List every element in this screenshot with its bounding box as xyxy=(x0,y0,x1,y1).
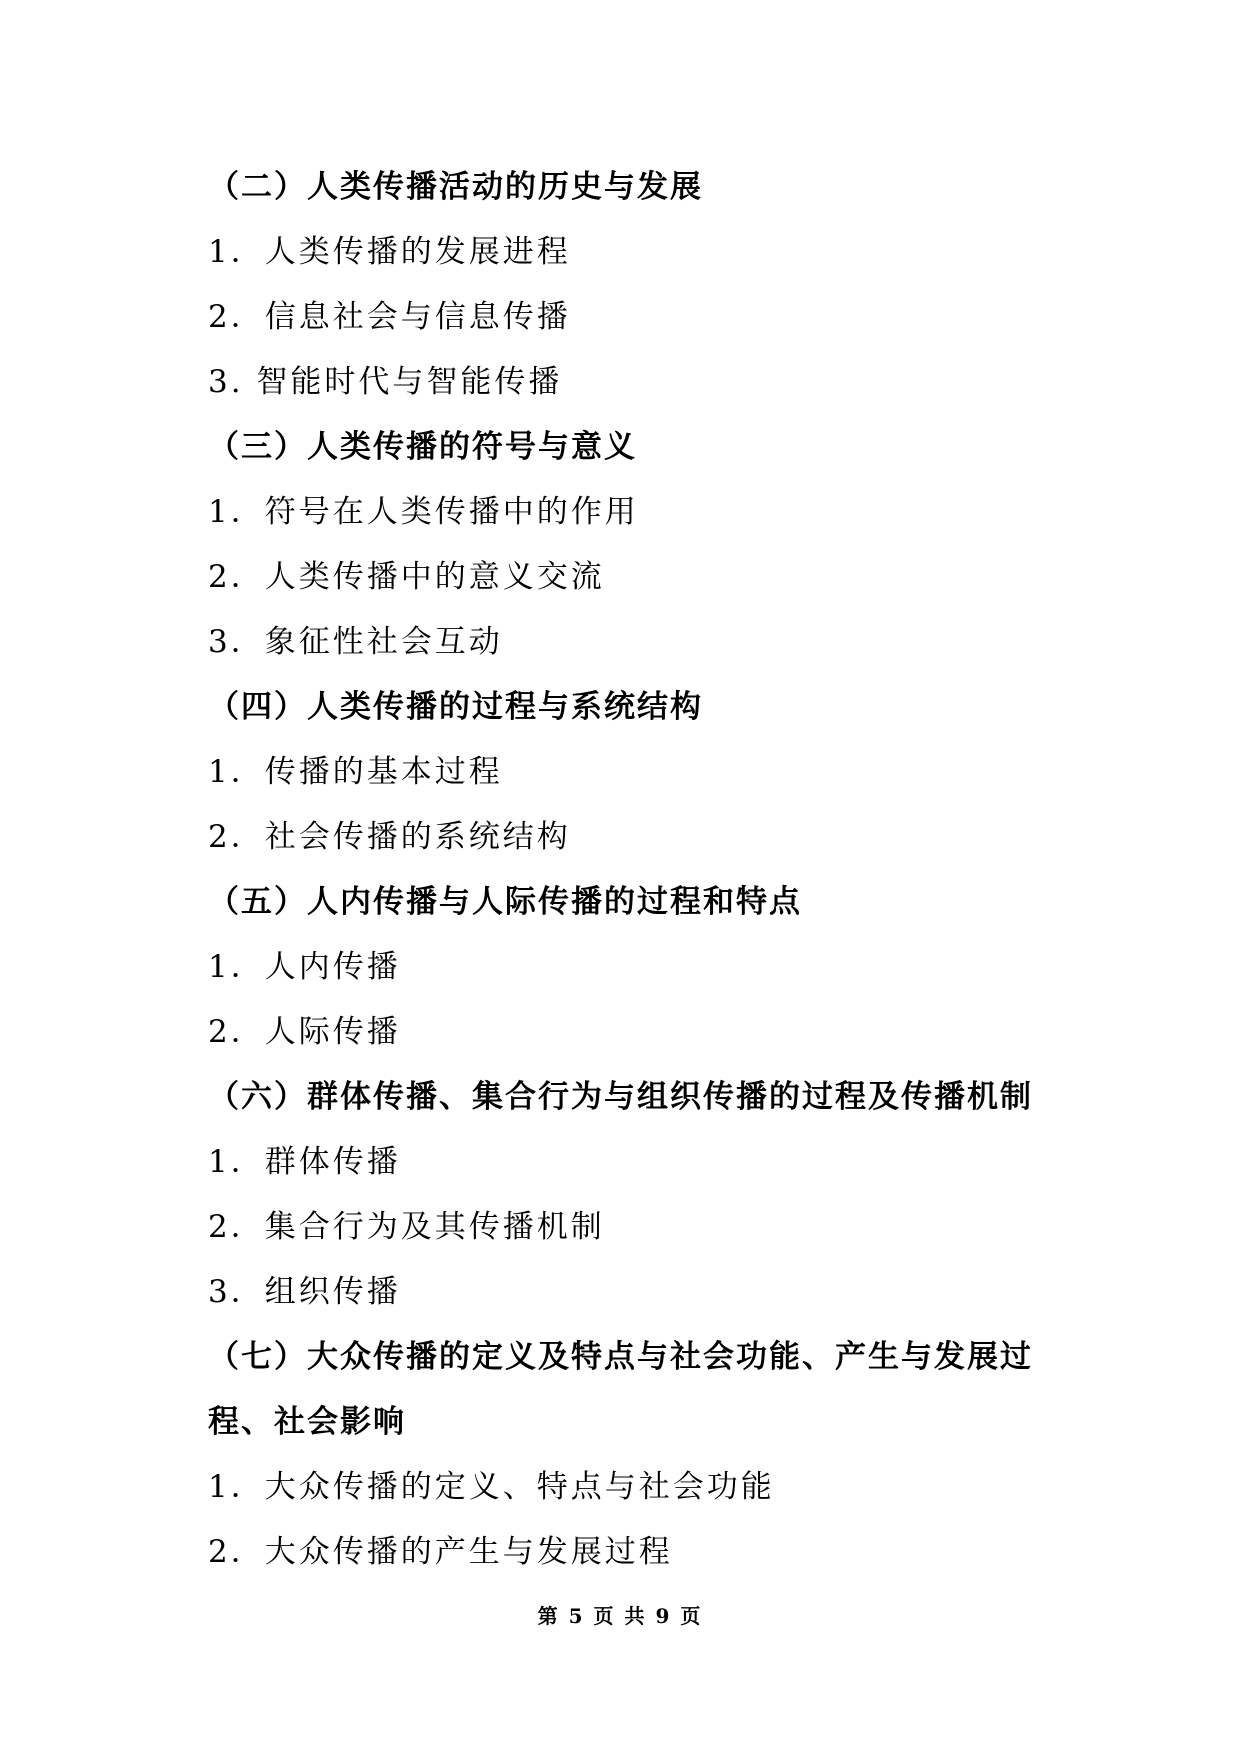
list-item: 1．群体传播 xyxy=(208,1144,401,1180)
section-heading-6: （六）群体传播、集合行为与组织传播的过程及传播机制 xyxy=(208,1079,1033,1115)
list-item: 1．人类传播的发展进程 xyxy=(208,234,571,270)
page-footer: 第 5 页 共 9 页 xyxy=(537,1604,703,1628)
list-item: 2．社会传播的系统结构 xyxy=(208,819,571,855)
section-heading-7: （七）大众传播的定义及特点与社会功能、产生与发展过 xyxy=(208,1339,1033,1375)
list-item: 2．人际传播 xyxy=(208,1014,401,1050)
section-heading-5: （五）人内传播与人际传播的过程和特点 xyxy=(208,884,802,920)
list-item: 1．大众传播的定义、特点与社会功能 xyxy=(208,1469,775,1505)
list-item: 3. 智能时代与智能传播 xyxy=(208,364,563,400)
list-item: 1．传播的基本过程 xyxy=(208,754,503,790)
list-item: 2．集合行为及其传播机制 xyxy=(208,1209,605,1245)
list-item: 2．信息社会与信息传播 xyxy=(208,299,571,335)
section-heading-3: （三）人类传播的符号与意义 xyxy=(208,429,637,465)
list-item: 3．象征性社会互动 xyxy=(208,624,503,660)
list-item: 2．人类传播中的意义交流 xyxy=(208,559,605,595)
list-item: 3．组织传播 xyxy=(208,1274,401,1310)
list-item: 2．大众传播的产生与发展过程 xyxy=(208,1534,673,1570)
list-item: 1．符号在人类传播中的作用 xyxy=(208,494,639,530)
section-heading-7-continued: 程、社会影响 xyxy=(208,1404,406,1440)
section-heading-2: （二）人类传播活动的历史与发展 xyxy=(208,169,703,205)
section-heading-4: （四）人类传播的过程与系统结构 xyxy=(208,689,703,725)
list-item: 1．人内传播 xyxy=(208,949,401,985)
